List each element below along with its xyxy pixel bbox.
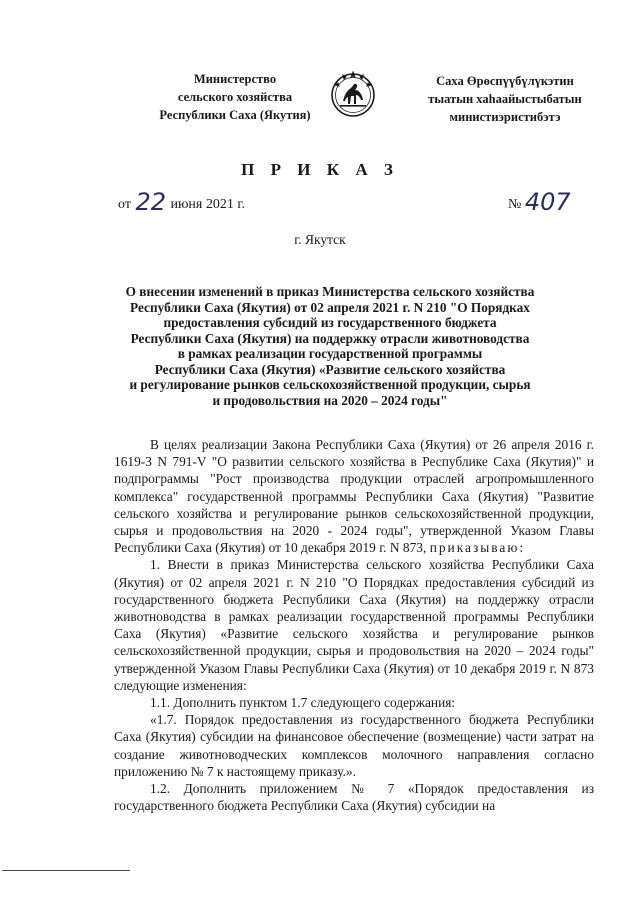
ministry-name-russian	[150, 70, 320, 124]
ministry-name-line: Республики Саха (Якутия)	[159, 108, 311, 122]
date-prefix: от	[118, 197, 131, 212]
subject-line: и регулирование рынков сельскохозяйственной продукции, сырья	[129, 377, 531, 392]
subject-line: Республики Саха (Якутия) от 02 апреля 2021 г. N 210 "О Порядках	[130, 299, 530, 315]
body-paragraph-item-1-7: «1.7. Порядок предоставления из государственного бюджета Республики Саха (Якутия) субсидии на финансовое обеспечение (возмещение) части затрат на создание животноводческих комплексов молочного направления согласно приложению № 7 к настоящему приказу.».	[114, 712, 594, 779]
footer-divider	[2, 870, 130, 871]
ministry-name-line: тыатын хаһаайыстыбатын	[428, 92, 582, 106]
body-paragraph-item-1-1: 1.1. Дополнить пунктом 1.7 следующего содержания:	[150, 695, 456, 711]
order-date	[118, 186, 245, 214]
order-number	[508, 186, 571, 214]
body-paragraph-item-1: 1. Внести в приказ Министерства сельского хозяйства Республики Саха (Якутия) от 02 апреля 2021 г. N 210 "О Порядках предоставления субсидий из государственного бюджета Республики Саха (Якутия) на поддержку отрасли животноводства в рамках реализации государственной программы Республики Саха (Якутия) «Развитие сельского хозяйства и регулирование рынков сельскохозяйственной продукции, сырья и продовольствия на 2020 – 2024 годы" утвержденной Указом Главы Республики Саха (Якутия) от 10 декабря 2019 г. N 873 следующие изменения:	[114, 557, 594, 693]
ministry-name-line: сельского хозяйства	[177, 90, 293, 104]
subject-line: и продовольствия на 2020 – 2024 годы"	[212, 392, 448, 408]
body-paragraph-item-1-2: 1.2. Дополнить приложением № 7 «Порядок предоставления из государственного бюджета Республики Саха (Якутия) субсидии на	[114, 781, 594, 814]
subject-line: в рамках реализации государственной программы	[177, 346, 483, 361]
ministry-name-line: Министерство	[193, 72, 277, 86]
sakha-coat-of-arms-icon	[330, 68, 376, 122]
handwritten-number: 407	[524, 188, 571, 216]
subject-line: Республики Саха (Якутия) «Развитие сельского хозяйства	[154, 361, 506, 377]
order-subject	[110, 284, 550, 408]
ministry-name-line: министиэристибэтэ	[449, 110, 561, 124]
subject-line: Республики Саха (Якутия) на поддержку отрасли животноводства	[130, 330, 530, 346]
number-sign: №	[508, 197, 522, 212]
order-body	[114, 436, 594, 814]
document-title: П Р И К А З	[241, 160, 399, 179]
subject-line: О внесении изменений в приказ Министерства сельского хозяйства	[125, 284, 535, 299]
city-line: г. Якутск	[294, 232, 346, 247]
handwritten-day: 22	[135, 188, 166, 216]
preamble-text: В целях реализации Закона Республики Саха (Якутия) от 26 апреля 2016 г. 1619-З N 791-V "О развитии сельского хозяйства в Республике Саха (Якутия)" и подпрограммы "Рост производства продукции отраслей агропромышленного комплекса" государственной программы Республики Саха (Якутия) "Развитие сельского хозяйства и регулирование рынков сельскохозяйственной продукции, сырья и продовольствия на 2020 - 2024 годы", утвержденной Указом Главы Республики Саха (Якутия) от 10 декабря 2019 г. N 873,	[114, 437, 594, 556]
ministry-name-line: Саха Өрөспүүбүлүкэтин	[436, 74, 574, 88]
date-month-year: июня 2021 г.	[170, 197, 246, 212]
ministry-name-yakut	[410, 72, 600, 126]
body-paragraph-preamble	[114, 436, 594, 556]
subject-line: предоставления субсидий из государственного бюджета	[163, 315, 497, 330]
order-directive: приказываю:	[429, 540, 526, 556]
